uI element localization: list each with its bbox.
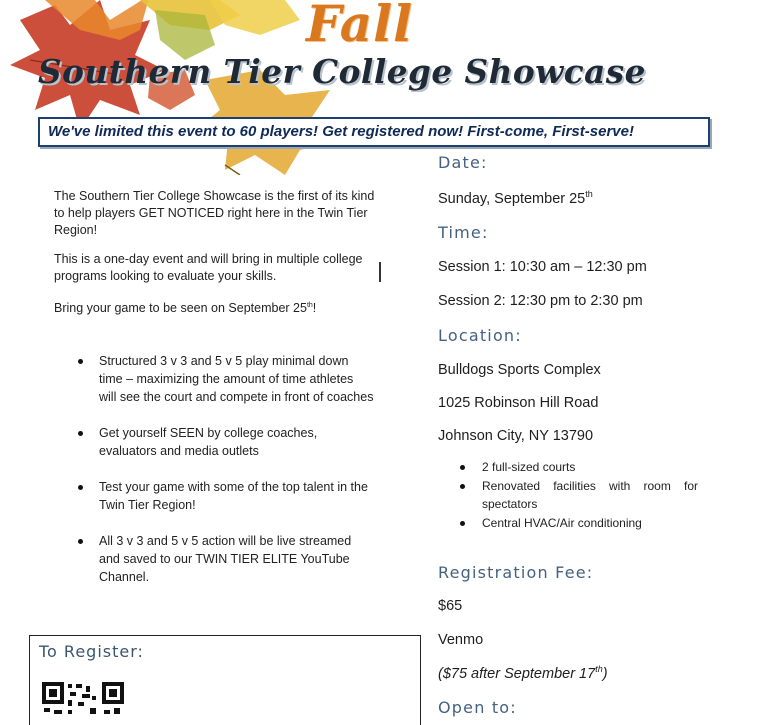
late-fee-sup: th: [595, 664, 603, 674]
registration-fee-heading: Registration Fee:: [438, 563, 594, 582]
intro-paragraph-2: This is a one-day event and will bring in multiple college programs looking to evaluate your skills.: [54, 252, 363, 283]
fee-amount: $65: [438, 598, 463, 614]
intro-paragraph-3: [54, 297, 384, 317]
register-box: [29, 635, 421, 725]
intro-paragraph-3-text: Bring your game to be seen on September 25: [54, 301, 307, 316]
features-list: [74, 352, 374, 604]
feature-item: All 3 v 3 and 5 v 5 action will be live streamed and saved to our TWIN TIER ELITE YouTube Channel.: [74, 532, 374, 586]
session-2: Session 2: 12:30 pm to 2:30 pm: [438, 293, 643, 309]
time-heading: Time:: [438, 223, 489, 242]
open-to-heading: Open to:: [438, 698, 517, 717]
amenity-item: 2 full-sized courts: [458, 458, 698, 476]
session-1: Session 1: 10:30 am – 12:30 pm: [438, 259, 647, 275]
venue-name: Bulldogs Sports Complex: [438, 362, 601, 378]
amenity-item: Renovated facilities with room for spectators: [458, 477, 698, 513]
intro-paragraph-3-sup: th: [306, 302, 313, 309]
date-text: Sunday, September 25: [438, 190, 586, 207]
text-cursor: [379, 262, 381, 282]
location-heading: Location:: [438, 326, 522, 345]
intro-paragraph-1: The Southern Tier College Showcase is the first of its kind to help players GET NOTICED right here in the Twin Tier Region!: [54, 189, 375, 237]
date-sup: th: [585, 189, 593, 199]
date-value: [438, 189, 593, 207]
fall-heading: Fall: [306, 0, 414, 53]
register-heading: To Register:: [39, 642, 144, 661]
registration-banner: [38, 117, 710, 147]
payment-method: Venmo: [438, 632, 484, 648]
amenities-list: [458, 458, 698, 533]
intro-section: [54, 188, 384, 329]
address-line-2: Johnson City, NY 13790: [438, 428, 594, 444]
showcase-title: Southern Tier College Showcase: [38, 52, 646, 91]
late-fee-text: ($75 after September 17: [438, 665, 596, 682]
amenity-item: Central HVAC/Air conditioning: [458, 514, 698, 532]
intro-paragraph-3-end: !: [312, 301, 317, 316]
banner-text: We've limited this event to 60 players! Get registered now! First-come, First-serve!: [48, 123, 634, 140]
feature-item: Structured 3 v 3 and 5 v 5 play minimal down time – maximizing the amount of time athletes will see the court and compete in front of coaches: [74, 352, 374, 406]
feature-item: Get yourself SEEN by college coaches, evaluators and media outlets: [74, 424, 374, 460]
qr-code-icon[interactable]: [42, 682, 124, 725]
feature-item: Test your game with some of the top talent in the Twin Tier Region!: [74, 478, 374, 514]
late-fee-end: ): [602, 665, 608, 682]
late-fee-note: [438, 664, 608, 682]
date-heading: Date:: [438, 153, 488, 172]
address-line-1: 1025 Robinson Hill Road: [438, 395, 599, 411]
